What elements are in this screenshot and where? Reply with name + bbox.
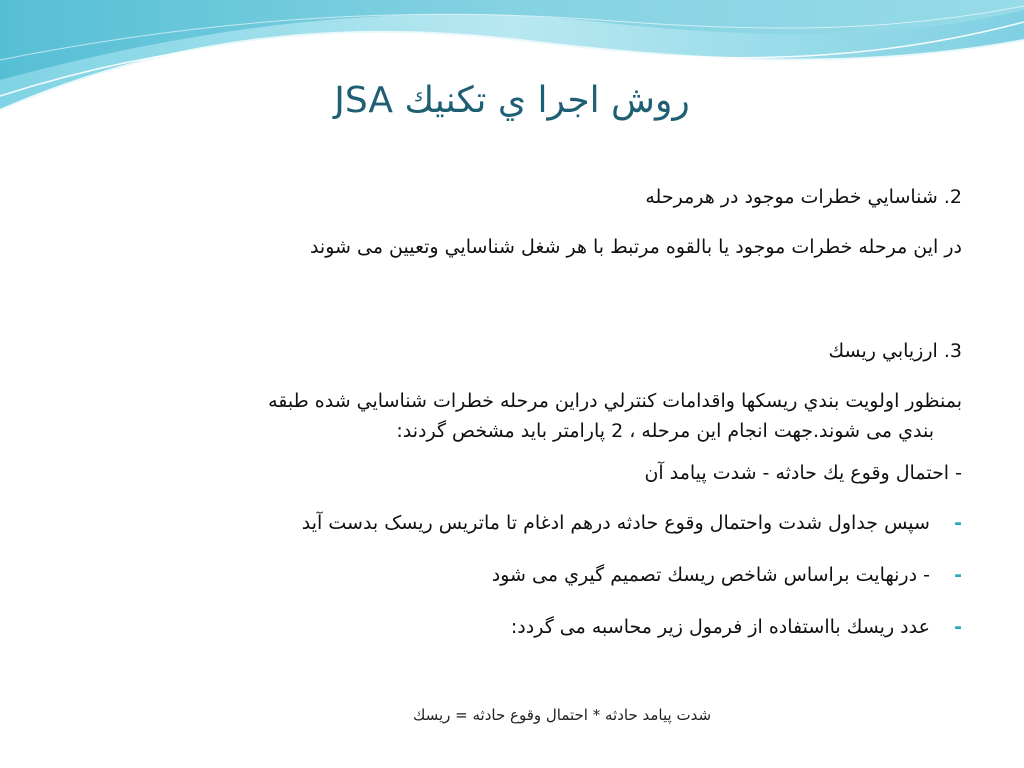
step-3-description	[122, 386, 962, 446]
slide-title: روش اجرا ي تكنيك JSA	[334, 80, 690, 121]
step-3-heading: 3. ارزيابي ريسك	[828, 340, 962, 362]
bullet-dash-icon: -	[954, 512, 962, 534]
bullet-text: عدد ريسك بااستفاده از فرمول زير محاسبه مى گردد:	[510, 616, 930, 638]
bullet-dash-icon: -	[954, 564, 962, 586]
spacer	[122, 282, 962, 336]
step-3-description-line-2: بندي مى شوند.جهت انجام اين مرحله ، 2 پارامتر بايد مشخص گردند:	[396, 420, 934, 442]
risk-parameters: - احتمال وقوع يك حادثه - شدت پيامد آن	[644, 462, 962, 484]
risk-formula: شدت پيامد حادثه * احتمال وقوع حادثه = ريسك	[412, 706, 712, 724]
bullet-item	[122, 508, 962, 538]
bullet-dash-icon: -	[954, 616, 962, 638]
bullet-text: سپس جداول شدت واحتمال وقوع حادثه درهم ادغام تا ماتريس ريسک بدست آيد	[301, 512, 930, 534]
step-2-heading: 2. شناسايي خطرات موجود در هرمرحله	[645, 186, 962, 208]
bullet-item	[122, 612, 962, 642]
slide-body	[122, 182, 962, 664]
bullet-item	[122, 560, 962, 590]
bullet-text: - درنهايت براساس شاخص ريسك تصميم گيري مى شود	[491, 564, 930, 586]
step-2-description: در اين مرحله خطرات موجود يا بالقوه مرتبط با هر شغل شناسايي وتعيين مى شوند	[309, 236, 962, 258]
step-3-description-line-1: بمنظور اولويت بندي ريسكها واقدامات كنترلي دراين مرحله خطرات شناسايي شده طبقه	[268, 390, 962, 412]
